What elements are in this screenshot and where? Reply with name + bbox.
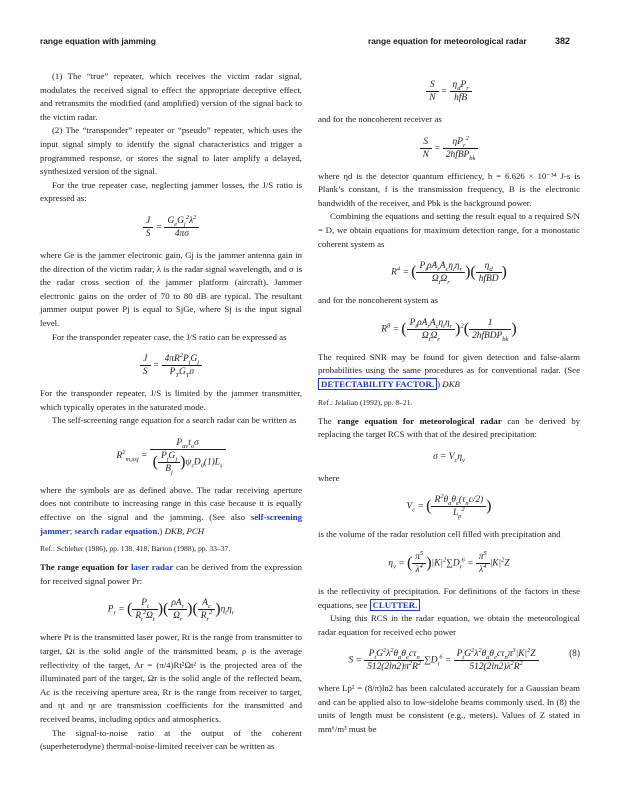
paragraph-transponder-repeater: (2) The “transponder” repeater or “pseudo” repeater, which uses the input signal simply to identify the signal characteristics and trigger a programmed response, or stores the signal to later amplify a delayed, synthesized version of the signal. — [40, 125, 302, 177]
paragraph-self-screening-note: where the symbols are as defined above. The radar receiving aperture does not contribute to increasing range in this case because it is equally effective on the signal and the jamming. (See also self-screening jammer; search radar equation.) DKB, PCH — [40, 484, 302, 536]
left-column — [40, 70, 302, 754]
paragraph-self-screening-intro: The self-screening range equation for a search radar can be written as — [52, 415, 297, 426]
equation-resolution-volume: $V_c$ = ( $\frac{R^2\theta_a\theta_e(\tau_nc/2)}{L_p^2}$ ) — [406, 493, 492, 521]
paragraph-where: where — [318, 472, 340, 483]
paragraph-js-intro: For the true repeater case, neglecting jammer losses, the J/S ratio is expressed as: — [40, 179, 302, 204]
paragraph-reflectivity-note: is the reflectivity of precipitation. For definitions of the factors in these equations, see CLUTTER. — [318, 585, 580, 610]
equation-meteorological-radar: S = $\frac{P_tG^2\lambda^2\theta_a\theta_ec\tau_n}{512(2\ln 2)\pi^2R^2}$ $\sum D_i^6$ = $\frac{P_tG^2\lambda^2\theta_a\theta_ec\tau_n\pi^3|K|^2Z}{512(2\ln 2)\lambda^2R^2}$ (8) — [348, 647, 580, 673]
equation-precipitation-rcs: $\sigma = V_c\eta_v$ — [433, 451, 465, 464]
running-header-left: range equation with jamming — [40, 36, 156, 46]
equation-number: (8) — [569, 649, 580, 660]
paragraph-laser-symbols: where Pt is the transmitted laser power, Rt is the range from transmitter to target, Ωt is the solid angle of the transmitted beam, ρ is the average reflectivity of the target, Ar = (π/4)Rt²Ωt² is the projected area of the illuminated part of the target, Ωr is the solid angle of the reflected beam, Ac is the receiving aperture area, Rr is the range from receiver to target, and ηt and ηr are transmission coefficients for the transmitted and received beams, including optics and atmospherics. — [40, 632, 302, 724]
paragraph-transponder-case: For the transponder repeater case, the J/S ratio can be expressed as — [52, 331, 287, 342]
paragraph-detector-efficiency: where ηd is the detector quantum efficiency, h = 6.626 × 10⁻³⁴ J-s is Plank’s constant, f is the transmission frequency, B is the electronic bandwidth of the receiver, and Pbk is the background power. — [318, 170, 580, 208]
equation-max-range-noncoherent: $R^8$ = ( $\frac{P_t\rho A_rA_c\eta_t\eta_r}{\Omega_t\Omega_r}$ )$^2$( $\frac{1}{2hfBDP_{bk}}$ ) — [381, 317, 517, 343]
link-clutter[interactable]: CLUTTER. — [370, 599, 421, 611]
equation-max-range-coherent: $R^4$ = ( $\frac{P_t\rho A_rA_c\eta_t\eta_r}{\Omega_t\Omega_r}$ )( $\frac{\eta_d}{\text{hfBD}}$ ) — [391, 261, 507, 287]
paragraph-meteorological-intro: The range equation for meteorological radar can be derived by replacing the target RCS with that of the desired precipitation: — [318, 415, 580, 440]
link-laser-radar[interactable]: laser radar — [131, 562, 174, 573]
paragraph-max-range-intro: Combining the equations and setting the result equal to a required S/N = D, we obtain equations for maximum detection range, for a monostatic coherent system as — [318, 211, 580, 249]
paragraph-noncoherent-intro: and for the noncoherent receiver as — [318, 114, 442, 124]
paragraph-snr-coherent-intro: The signal-to-noise ratio at the output of the coherent (superheterodyne) thermal-noise-limited receiver can be written as — [40, 727, 302, 752]
right-column — [318, 70, 580, 737]
link-search-radar-equation[interactable]: search radar equation. — [74, 525, 160, 536]
equation-self-screening-range: $R^2_{m,ssj}$ = $P_{av}t_o\sigma$ ( $\frac{P_jG_j}{B_j}$ )$\psi_sD_0(1)L_s$ — [40, 437, 302, 475]
paragraph-laser-radar-intro: The range equation for laser radar can be derived from the expression for received signal power Pr: — [40, 562, 302, 586]
paragraph-noncoherent-system: and for the noncoherent system as — [318, 295, 438, 306]
paragraph-resolution-cell: is the volume of the radar resolution cell filled with precipitation and — [318, 529, 561, 540]
paragraph-meteorological-power-intro: Using this RCS in the radar equation, we obtain the meteorological radar equation for received echo power — [318, 613, 580, 637]
link-self-screening-jammer[interactable]: self-screening jammer — [40, 512, 302, 536]
running-header-right: range equation for meteorological radar — [368, 36, 527, 46]
reference-jelalian: Ref.: Jelalian (1992), pp. 8–21. — [318, 397, 413, 407]
equation-js-true-repeater: $\frac{J}{S}$ = $\frac{G_eG_j^2\lambda^2}{4\pi\sigma}$ — [40, 215, 302, 240]
paragraph-gaussian-beam: where Lp² = (8/π)ln2 has been calculated accurately for a Gaussian beam and can be applied also to low-sidelobe beams commonly used. In (8) the units of length must be consistent (e.g., meters). Values of Z stated in mm⁶/m³ must be — [318, 683, 580, 735]
equation-received-laser-power: $P_r$ = ( $\frac{P_t}{R_t^2\Omega_t}$ )( $\frac{\rho A_r}{\Omega_r}$ )( $\frac{A_c}{R_r^2}$ )$\eta_t\eta_r$ — [107, 598, 235, 624]
paragraph-transponder-limit: For the transponder repeater, J/S is limited by the jammer transmitter, which typically operates in the saturated mode. — [40, 388, 302, 412]
equation-reflectivity: $\eta_v$ = ( $\frac{\pi^5}{\lambda^4}$ )$|K|^2\sum D_i^6$ = $\frac{\pi^5}{\lambda^4}$ $|K|^2Z$ — [388, 549, 510, 575]
equation-snr-noncoherent: $\frac{S}{N}$ = $\frac{\eta P_r^2}{2hfBP_{bk}}$ — [318, 136, 580, 161]
reference-schleher: Ref.: Schleher (1986), pp. 138, 418; Barton (1988), pp. 33–37. — [40, 544, 231, 554]
paragraph-jammer-gain: where Ge is the jammer electronic gain, Gj is the jammer antenna gain in the direction of the victim radar, λ is the radar signal wavelength, and σ is the radar cross section of the jammer platform (aircraft). Jammer electronic gains on the order of 70 to 80 dB are typical. The resultant jammer output power Pj is equal to SjGe, where Sj is the input signal level. — [40, 249, 302, 328]
equation-snr-coherent: $\frac{S}{N}$ = $\frac{\eta_dP_r}{\text{hfB}}$ — [318, 79, 580, 104]
equation-js-transponder: $\frac{J}{S}$ = $\frac{4\pi R^2P_jG_j}{P_TG_T\sigma}$ — [40, 353, 302, 378]
page-number: 382 — [555, 36, 571, 46]
paragraph-true-repeater: (1) The “true” repeater, which receives the victim radar signal, modulates the received signal to effect the appropriate deceptive effect, and retransmits the modified (and amplified) version of the signal back to the victim radar. — [40, 71, 302, 122]
link-detectability-factor[interactable]: DETECTABILITY FACTOR. — [318, 378, 437, 390]
paragraph-required-snr: The required SNR may be found for given detection and false-alarm probabilities using the same procedures as for conventional radar. (See DETECTABILITY FACTOR. ) DKB — [318, 351, 580, 389]
